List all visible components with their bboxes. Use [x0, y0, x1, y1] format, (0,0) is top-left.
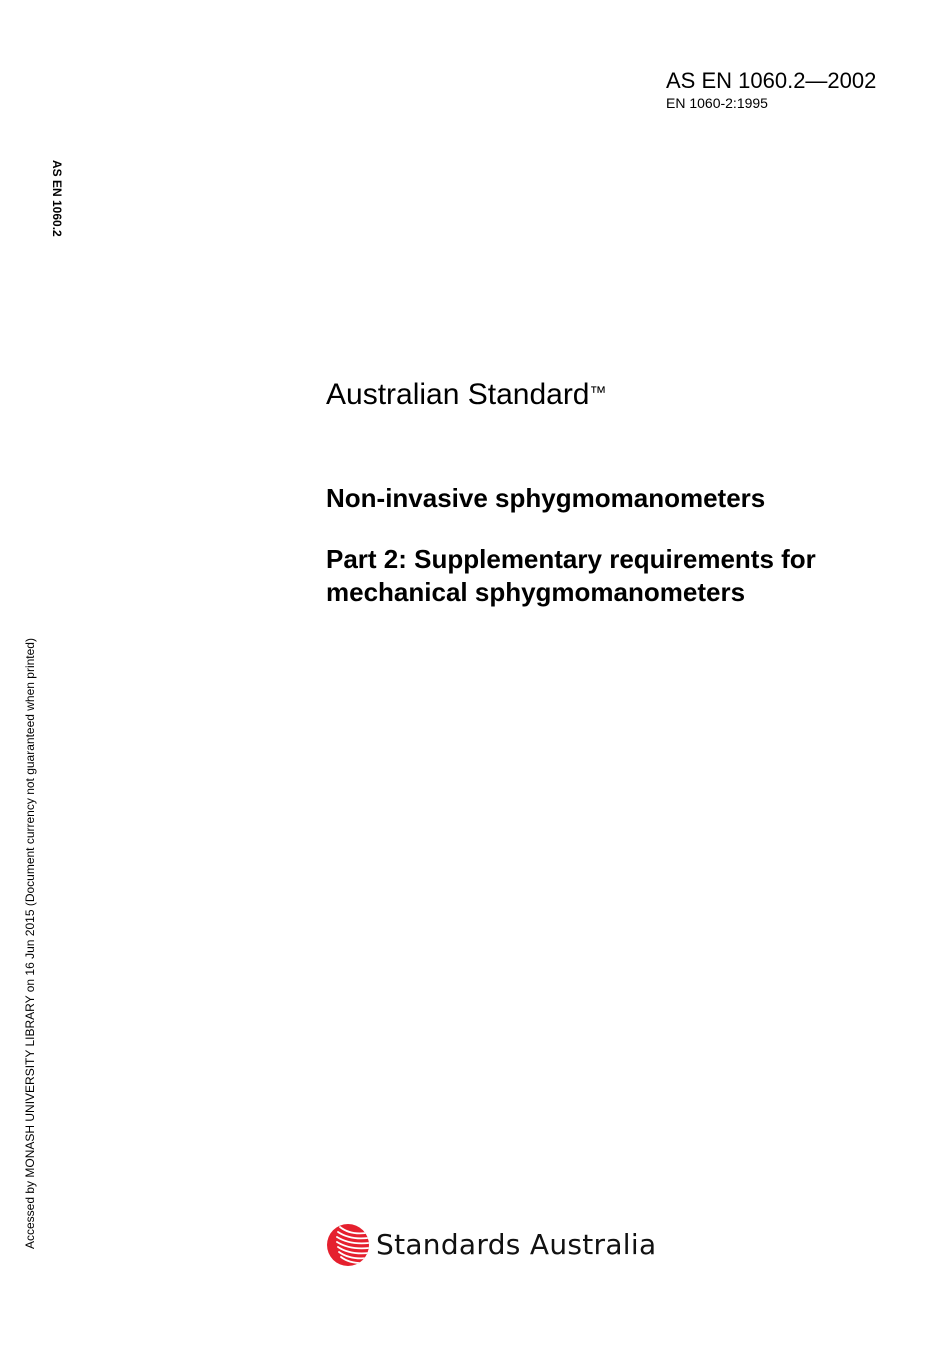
- equivalent-standard: EN 1060-2:1995: [666, 95, 768, 111]
- document-designation: AS EN 1060.2—2002: [666, 68, 877, 93]
- access-note: Accessed by MONASH UNIVERSITY LIBRARY on 16 Jun 2015 (Document currency not guaranteed when printed): [23, 638, 37, 1249]
- publisher-name: Standards Australia: [376, 1228, 657, 1261]
- trademark-symbol: ™: [589, 383, 607, 402]
- part-title: [326, 543, 906, 609]
- part-title-line-2: mechanical sphygmomanometers: [326, 577, 746, 607]
- document-title: Non-invasive sphygmomanometers: [326, 483, 766, 513]
- standard-type-text: Australian Standard: [326, 378, 590, 411]
- part-title-line-1: Part 2: Supplementary requirements for: [326, 544, 816, 574]
- spine-label: AS EN 1060.2: [50, 160, 64, 237]
- standard-type: [326, 377, 607, 413]
- standards-australia-logo-icon: [326, 1223, 370, 1267]
- publisher-logo: [326, 1221, 656, 1269]
